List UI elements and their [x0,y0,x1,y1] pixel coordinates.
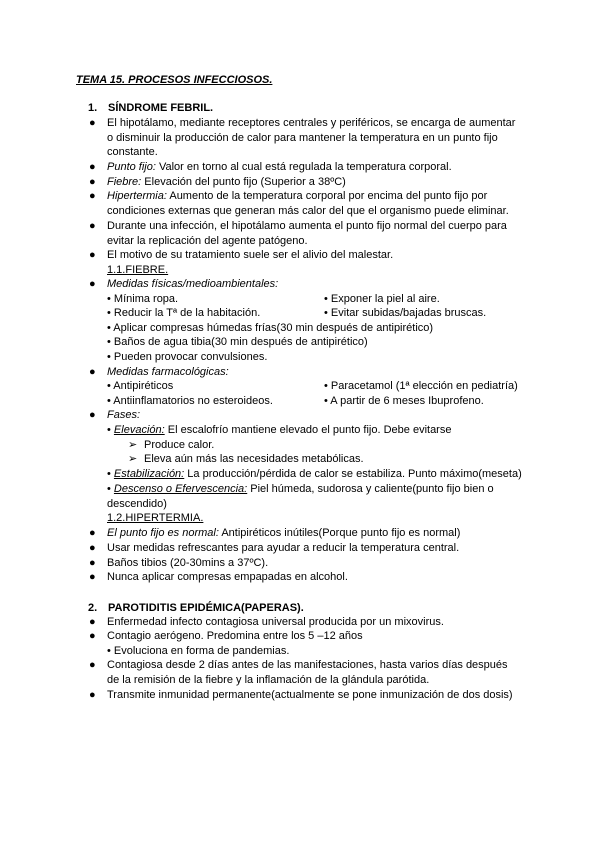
list-item: ● Medidas físicas/medioambientales: [89,278,279,290]
list-item: ● El punto fijo es normal: Antipiréticos inútiles(Porque punto fijo es normal) [89,527,461,539]
list-item: ● Medidas farmacológicas: [89,366,229,378]
measure-line: • Aplicar compresas húmedas frías(30 min después de antipirético) [107,322,434,334]
list-item: ● Nunca aplicar compresas empapadas en alcohol. [89,571,348,583]
measure-line: • Pueden provocar convulsiones. [107,351,268,363]
list-item: ● Hipertermia: Aumento de la temperatura corporal por encima del punto fijo por condiciones externas que generan más calor del que el organismo puede eliminar. [89,190,509,217]
list-item: ● Transmite inmunidad permanente(actualmente se pone inmunización de dos dosis) [89,689,513,701]
list-item: ● Punto fijo: Valor en torno al cual está regulada la temperatura corporal. [89,161,452,173]
phase-descenso-cont: descendido) [107,498,167,510]
subsection-hipertermia: 1.2.HIPERTERMIA. [107,512,204,524]
list-item: ● Baños tibios (20-30mins a 37ºC). [89,557,269,569]
list-item: ● Contagiosa desde 2 días antes de las manifestaciones, hasta varios días después de la remisión de la fiebre y la inflamación de la glándula parótida. [89,659,508,686]
subsection-fiebre: 1.1.FIEBRE. [107,264,169,276]
section-2-heading: 2. PAROTIDITIS EPIDÉMICA(PAPERAS). [88,602,304,614]
list-item: ● Durante una infección, el hipotálamo aumenta el punto fijo normal del cuerpo para evitar la replicación del agente patógeno. [89,220,507,247]
list-item: ● El motivo de su tratamiento suele ser el alivio del malestar. [89,249,394,261]
phase-estabilizacion: • Estabilización: La producción/pérdida de calor se estabiliza. Punto máximo(meseta) [107,468,522,480]
document-page: TEMA 15. PROCESOS INFECCIOSOS. 1. SÍNDROME FEBRIL. ● El hipotálamo, mediante receptores centrales y periféricos, se encarga de aumentar o disminuir la producción de calor para mantener la temperatura en un punto fijo constante. ● Punto fijo: Valor en torno al cual está regulada la temperatura corporal. ● Fiebre: Elevación del punto fijo (Superior a 38ºC) ● Hipertermia: Aumento de la temperatura corporal por encima del punto fijo por condiciones externas que generan más calor del que el organismo puede eliminar. ● Durante una infección, el hipotálamo aumenta el punto fijo normal del cuerpo para evitar la replicación del agente patógeno. ● El motivo de su tratamiento suele ser el alivio del malestar. 1.1.FIEBRE. ● Medidas físicas/medioambientales: • Mínima ropa. • Exponer la piel al aire. • Reducir la Tª de la habitación. • Evitar subidas/bajadas bruscas. • Aplicar compresas húmedas frías(30 min después de antipirético) • Baños de agua tibia(30 min después de antipirético) • Pueden provocar convulsiones. ● Medidas farmacológicas: • Antipiréticos • Paracetamol (1ª elección en pediatría) • Antiinflamatorios no esteroideos. • A partir de 6 meses Ibuprofeno. ● Fases: • Elevación: El escalofrío mantiene elevado el punto fijo. Debe evitarse ➢ Produce calor. ➢ Eleva aún más las necesidades metabólicas. • Estabilización: La producción/pérdida de calor se estabiliza. Punto máximo(meseta) • Descenso o Efervescencia: Piel húmeda, sudorosa y caliente(punto fijo bien o descendido) 1.2.HIPERTERMIA. ● El punto fijo es normal: Antipiréticos inútiles(Porque punto fijo es normal) ● Usar medidas refrescantes para ayudar a reducir la temperatura central. ● Baños tibios (20-30mins a 37ºC). ● Nunca aplicar compresas empapadas en alcohol. 2. PAROTIDITIS EPIDÉMICA(PAPERAS). ● Enfermedad infecto contagiosa universal producida por un mixovirus. ● Contagio aerógeno. Predomina entre los 5 –12 años • Evoluciona en forma de pandemias. ● Contagiosa desde 2 días antes de las manifestaciones, hasta varios días después de la remisión de la fiebre y la inflamación de la glándula parótida. ● Transmite inmunidad permanente(actualmente se pone inmunización de dos dosis) [0,0,600,848]
list-item: ● Fiebre: Elevación del punto fijo (Superior a 38ºC) [89,176,346,188]
measure-line: • Baños de agua tibia(30 min después de antipirético) [107,336,368,348]
phase-descenso: • Descenso o Efervescencia: Piel húmeda, sudorosa y caliente(punto fijo bien o [107,483,494,495]
phase-elevacion: • Elevación: El escalofrío mantiene elevado el punto fijo. Debe evitarse [107,424,452,436]
list-item: ● Contagio aerógeno. Predomina entre los 5 –12 años [89,630,363,642]
list-subitem: • Evoluciona en forma de pandemias. [107,645,290,657]
list-item: ● El hipotálamo, mediante receptores centrales y periféricos, se encarga de aumentar o disminuir la producción de calor para mantener la temperatura en un punto fijo constante. [89,117,516,159]
phase-subpoint: ➢ Eleva aún más las necesidades metabólicas. [128,453,364,465]
list-item: ● Fases: [89,409,141,421]
list-item: ● Enfermedad infecto contagiosa universal producida por un mixovirus. [89,616,444,628]
list-item: ● Usar medidas refrescantes para ayudar a reducir la temperatura central. [89,542,460,554]
section-1-heading: 1. SÍNDROME FEBRIL. [88,102,214,114]
phase-subpoint: ➢ Produce calor. [128,439,215,451]
page-title: TEMA 15. PROCESOS INFECCIOSOS. [76,74,273,86]
